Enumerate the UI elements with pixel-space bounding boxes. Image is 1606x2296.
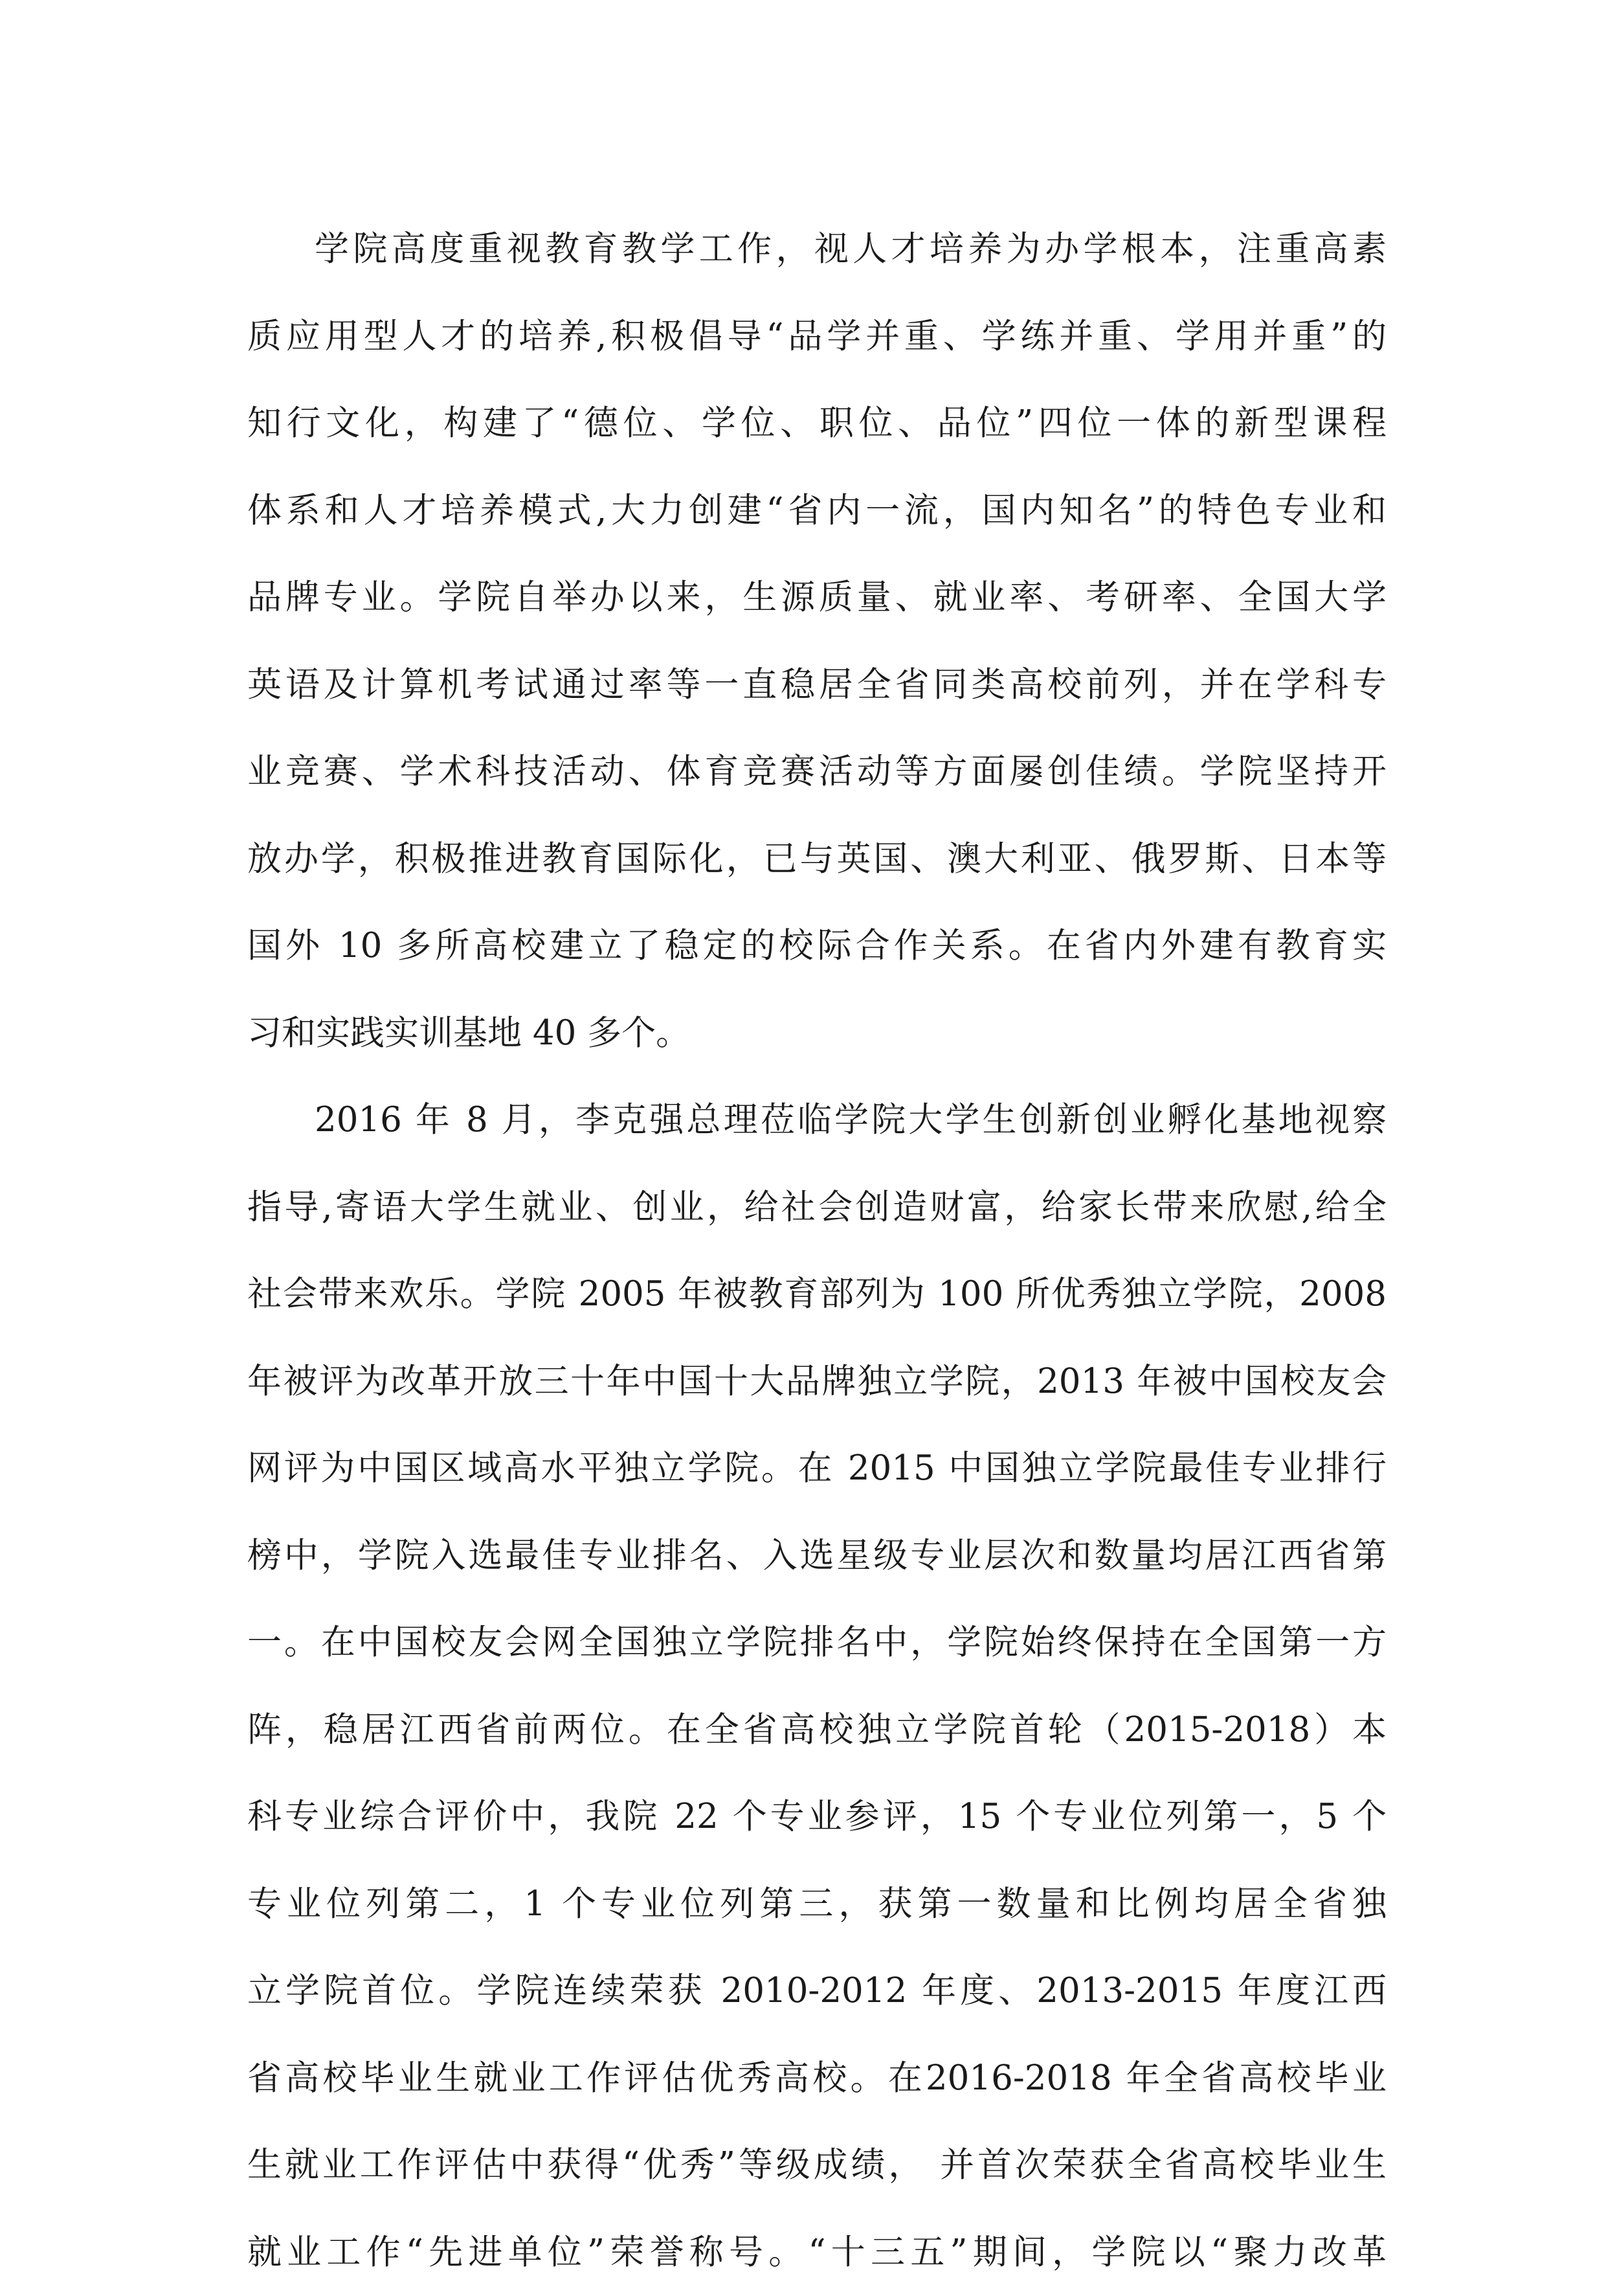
paragraph-1-line: 英语及计算机考试通过率等一直稳居全省同类高校前列，并在学科专 (247, 642, 1387, 729)
paragraph-1-line: 品牌专业。学院自举办以来，生源质量、就业率、考研率、全国大学 (247, 554, 1387, 642)
paragraph-2-line: 2016 年 8 月，李克强总理莅临学院大学生创新创业孵化基地视察 (247, 1077, 1387, 1164)
paragraph-1-line: 知行文化，构建了“德位、学位、职位、品位”四位一体的新型课程 (247, 380, 1387, 467)
paragraph-1-line: 放办学，积极推进教育国际化，已与英国、澳大利亚、俄罗斯、日本等 (247, 816, 1387, 903)
paragraph-1-line: 体系和人才培养模式,大力创建“省内一流，国内知名”的特色专业和 (247, 467, 1387, 555)
paragraph-2-line: 社会带来欢乐。学院 2005 年被教育部列为 100 所优秀独立学院，2008 (247, 1251, 1387, 1338)
paragraph-2-line: 年被评为改革开放三十年中国十大品牌独立学院，2013 年被中国校友会 (247, 1338, 1387, 1426)
paragraph-2-line: 网评为中国区域高水平独立学院。在 2015 中国独立学院最佳专业排行 (247, 1425, 1387, 1513)
paragraph-1-line: 业竞赛、学术科技活动、体育竞赛活动等方面屡创佳绩。学院坚持开 (247, 728, 1387, 816)
paragraph-2-line: 指导,寄语大学生就业、创业，给社会创造财富，给家长带来欣慰,给全 (247, 1164, 1387, 1252)
paragraph-2-line: 一。在中国校友会网全国独立学院排名中，学院始终保持在全国第一方 (247, 1599, 1387, 1687)
paragraph-2-line: 省高校毕业生就业工作评估优秀高校。在2016-2018 年全省高校毕业 (247, 2035, 1387, 2122)
paragraph-2-line: 榜中，学院入选最佳专业排名、入选星级专业层次和数量均居江西省第 (247, 1513, 1387, 1600)
paragraph-2-line: 生就业工作评估中获得“优秀”等级成绩， 并首次荣获全省高校毕业生 (247, 2122, 1387, 2209)
paragraph-2-line: 阵，稳居江西省前两位。在全省高校独立学院首轮（2015-2018）本 (247, 1687, 1387, 1774)
paragraph-1-line: 质应用型人才的培养,积极倡导“品学并重、学练并重、学用并重”的 (247, 293, 1387, 381)
body-text (247, 206, 1387, 2296)
paragraph-1-line: 学院高度重视教育教学工作，视人才培养为办学根本，注重高素 (247, 206, 1387, 293)
paragraph-2-line: 科专业综合评价中，我院 22 个专业参评，15 个专业位列第一，5 个 (247, 1773, 1387, 1861)
paragraph-2-line: 专业位列第二，1 个专业位列第三，获第一数量和比例均居全省独 (247, 1861, 1387, 1948)
paragraph-2-line: 就业工作“先进单位”荣誉称号。“十三五”期间，学院以“聚力改革 (247, 2209, 1387, 2296)
paragraph-2-line: 立学院首位。学院连续荣获 2010-2012 年度、2013-2015 年度江西 (247, 1948, 1387, 2035)
paragraph-1-line: 习和实践实训基地 40 多个。 (247, 990, 1387, 1077)
paragraph-1-line: 国外 10 多所高校建立了稳定的校际合作关系。在省内外建有教育实 (247, 903, 1387, 990)
